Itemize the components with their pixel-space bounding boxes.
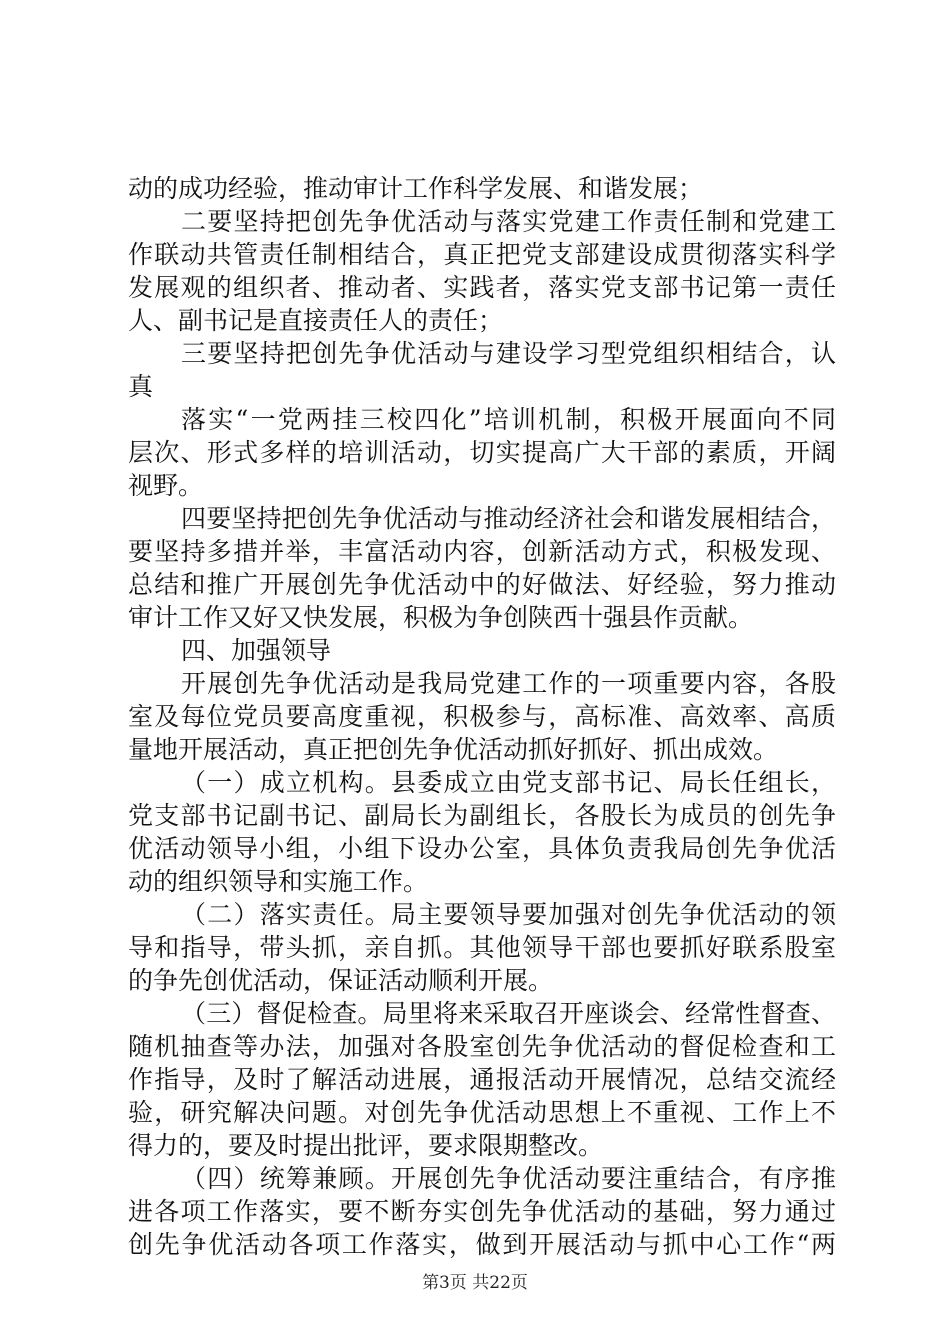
text-line: 得力的，要及时提出批评，要求限期整改。 <box>128 1131 604 1160</box>
text-line: 真 <box>128 372 154 401</box>
text-line: 验，研究解决问题。对创先争优活动思想上不重视、工作上不 <box>128 1098 836 1127</box>
text-line: 层次、形式多样的培训活动，切实提高广大干部的素质，开阔 <box>128 438 836 467</box>
text-line: 三要坚持把创先争优活动与建设学习型党组织相结合，认 <box>181 339 836 368</box>
text-line: 创先争优活动各项工作落实，做到开展活动与抓中心工作“两 <box>128 1230 836 1259</box>
page-footer: 第3页 共22页 <box>422 1273 528 1293</box>
text-line: 动的组织领导和实施工作。 <box>128 867 429 896</box>
text-line: （三）督促检查。局里将来采取召开座谈会、经常性督查、 <box>181 999 836 1028</box>
text-line: 总结和推广开展创先争优活动中的好做法、好经验，努力推动 <box>128 570 836 599</box>
text-line: 视野。 <box>128 471 204 500</box>
text-line: 党支部书记副书记、副局长为副组长，各股长为成员的创先争 <box>128 801 836 830</box>
text-line: 四要坚持把创先争优活动与推动经济社会和谐发展相结合， <box>181 504 836 533</box>
text-line: 的争先创优活动，保证活动顺利开展。 <box>128 966 554 995</box>
document-body <box>128 172 836 1261</box>
text-line: 优活动领导小组，小组下设办公室，具体负责我局创先争优活 <box>128 834 836 863</box>
text-line: 作指导，及时了解活动进展，通报活动开展情况，总结交流经 <box>128 1065 836 1094</box>
text-line: 要坚持多措并举，丰富活动内容，创新活动方式，积极发现、 <box>128 537 836 566</box>
text-line: 开展创先争优活动是我局党建工作的一项重要内容，各股 <box>181 669 836 698</box>
text-line: 动的成功经验，推动审计工作科学发展、和谐发展； <box>128 174 704 203</box>
text-line: 量地开展活动，真正把创先争优活动抓好抓好、抓出成效。 <box>128 735 779 764</box>
text-line: 审计工作又好又快发展，积极为争创陕西十强县作贡献。 <box>128 603 754 632</box>
text-line: 人、副书记是直接责任人的责任； <box>128 306 504 335</box>
text-line: 室及每位党员要高度重视，积极参与，高标准、高效率、高质 <box>128 702 836 731</box>
text-line: 四、加强领导 <box>181 636 332 665</box>
text-line: 落实“一党两挂三校四化”培训机制，积极开展面向不同 <box>181 405 836 434</box>
text-line: 导和指导，带头抓，亲自抓。其他领导干部也要抓好联系股室 <box>128 933 836 962</box>
text-line: 随机抽查等办法，加强对各股室创先争优活动的督促检查和工 <box>128 1032 836 1061</box>
text-line: 发展观的组织者、推动者、实践者，落实党支部书记第一责任 <box>128 273 836 302</box>
text-line: （四）统筹兼顾。开展创先争优活动要注重结合，有序推 <box>181 1164 836 1193</box>
text-line: 二要坚持把创先争优活动与落实党建工作责任制和党建工 <box>181 207 836 236</box>
text-line: （一）成立机构。县委成立由党支部书记、局长任组长， <box>181 768 836 797</box>
text-line: （二）落实责任。局主要领导要加强对创先争优活动的领 <box>181 900 836 929</box>
text-line: 进各项工作落实，要不断夯实创先争优活动的基础，努力通过 <box>128 1197 836 1226</box>
text-line: 作联动共管责任制相结合，真正把党支部建设成贯彻落实科学 <box>128 240 836 269</box>
